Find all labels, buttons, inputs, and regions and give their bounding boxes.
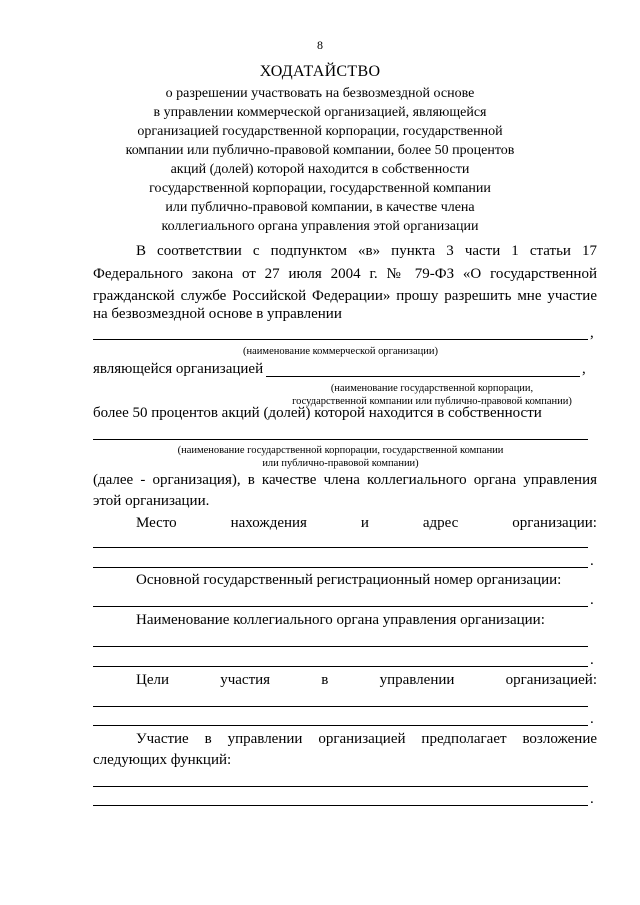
location-label [136,515,597,532]
goals-field-line-2[interactable] [93,725,588,726]
functions-field-line-1[interactable] [93,786,588,787]
subtitle-line: или публично-правовой компании, в качестве члена [165,200,475,215]
word: адрес [422,515,459,531]
location-field-line-1[interactable] [93,547,588,548]
functions-line: следующих функций: [93,752,232,768]
document-title: ХОДАТАЙСТВО [259,63,381,80]
comma: , [590,325,594,341]
period: . [590,592,594,608]
page-number: 8 [317,38,323,52]
subtitle-line: организацией государственной корпорации, государственной [137,124,503,139]
word: организации: [512,515,597,531]
period: . [590,791,594,807]
more-than-50-text: более 50 процентов акций (долей) которой находится в собственности [93,405,542,421]
functions-line: Участие в управлении организацией предполагает возложение [136,731,597,747]
caption-line: или публично-правовой компании) [262,458,419,469]
comma: , [582,361,586,377]
intro-line: на безвозмездной основе в управлении [93,306,342,322]
collegial-body-label: Наименование коллегиального органа управления организации: [136,612,545,628]
caption-line: (наименование государственной корпорации, [330,383,534,394]
functions-field-line-2[interactable] [93,805,588,806]
word: в [321,672,329,688]
word: участия [220,672,271,688]
caption-line: (наименование государственной корпорации, государственной компании [177,445,504,456]
word: управлении [379,672,455,688]
intro-line: В соответствии с подпунктом «в» пункта 3 части 1 статьи 17 [136,243,597,259]
location-field-line-2[interactable] [93,567,588,568]
commercial-org-caption: (наименование коммерческой организации) [243,346,438,357]
goals-label [136,672,597,689]
document-subtitle [0,84,640,236]
subtitle-line: в управлении коммерческой организацией, являющейся [153,105,487,120]
word: Цели [136,672,170,688]
hereinafter-line: (далее - организация), в качестве члена коллегиального органа управления [93,472,597,488]
owner-name-field[interactable] [93,439,588,440]
state-corp-name-field[interactable] [266,376,580,377]
word: Место [136,515,177,531]
period: . [590,652,594,668]
word: и [360,515,369,531]
subtitle-line: государственной корпорации, государственной компании [149,181,491,196]
collegial-body-field-line-1[interactable] [93,646,588,647]
intro-line: гражданской службе Российской Федерации» прошу разрешить мне участие [93,288,597,304]
word: организацией: [505,672,597,688]
goals-field-line-1[interactable] [93,706,588,707]
ogrn-label: Основной государственный регистрационный номер организации: [136,572,562,588]
hereinafter-line: этой организации. [93,493,210,509]
subtitle-line: коллегиального органа управления этой организации [161,219,479,234]
ogrn-field[interactable] [93,606,588,607]
owner-caption [93,444,588,470]
word: нахождения [230,515,307,531]
intro-line: Федерального закона от 27 июля 2004 г. № 79-ФЗ «О государственной [93,266,597,282]
collegial-body-field-line-2[interactable] [93,666,588,667]
subtitle-line: о разрешении участвовать на безвозмездной основе [165,86,475,101]
period: . [590,711,594,727]
subtitle-line: акций (долей) которой находится в собственности [170,162,470,177]
commercial-org-name-field[interactable] [93,339,588,340]
being-org-label: являющейся организацией [93,361,264,377]
period: . [590,553,594,569]
subtitle-line: компании или публично-правовой компании, более 50 процентов [125,143,515,158]
caption-line: государственной компании или публично-правовой компании) [292,396,572,407]
